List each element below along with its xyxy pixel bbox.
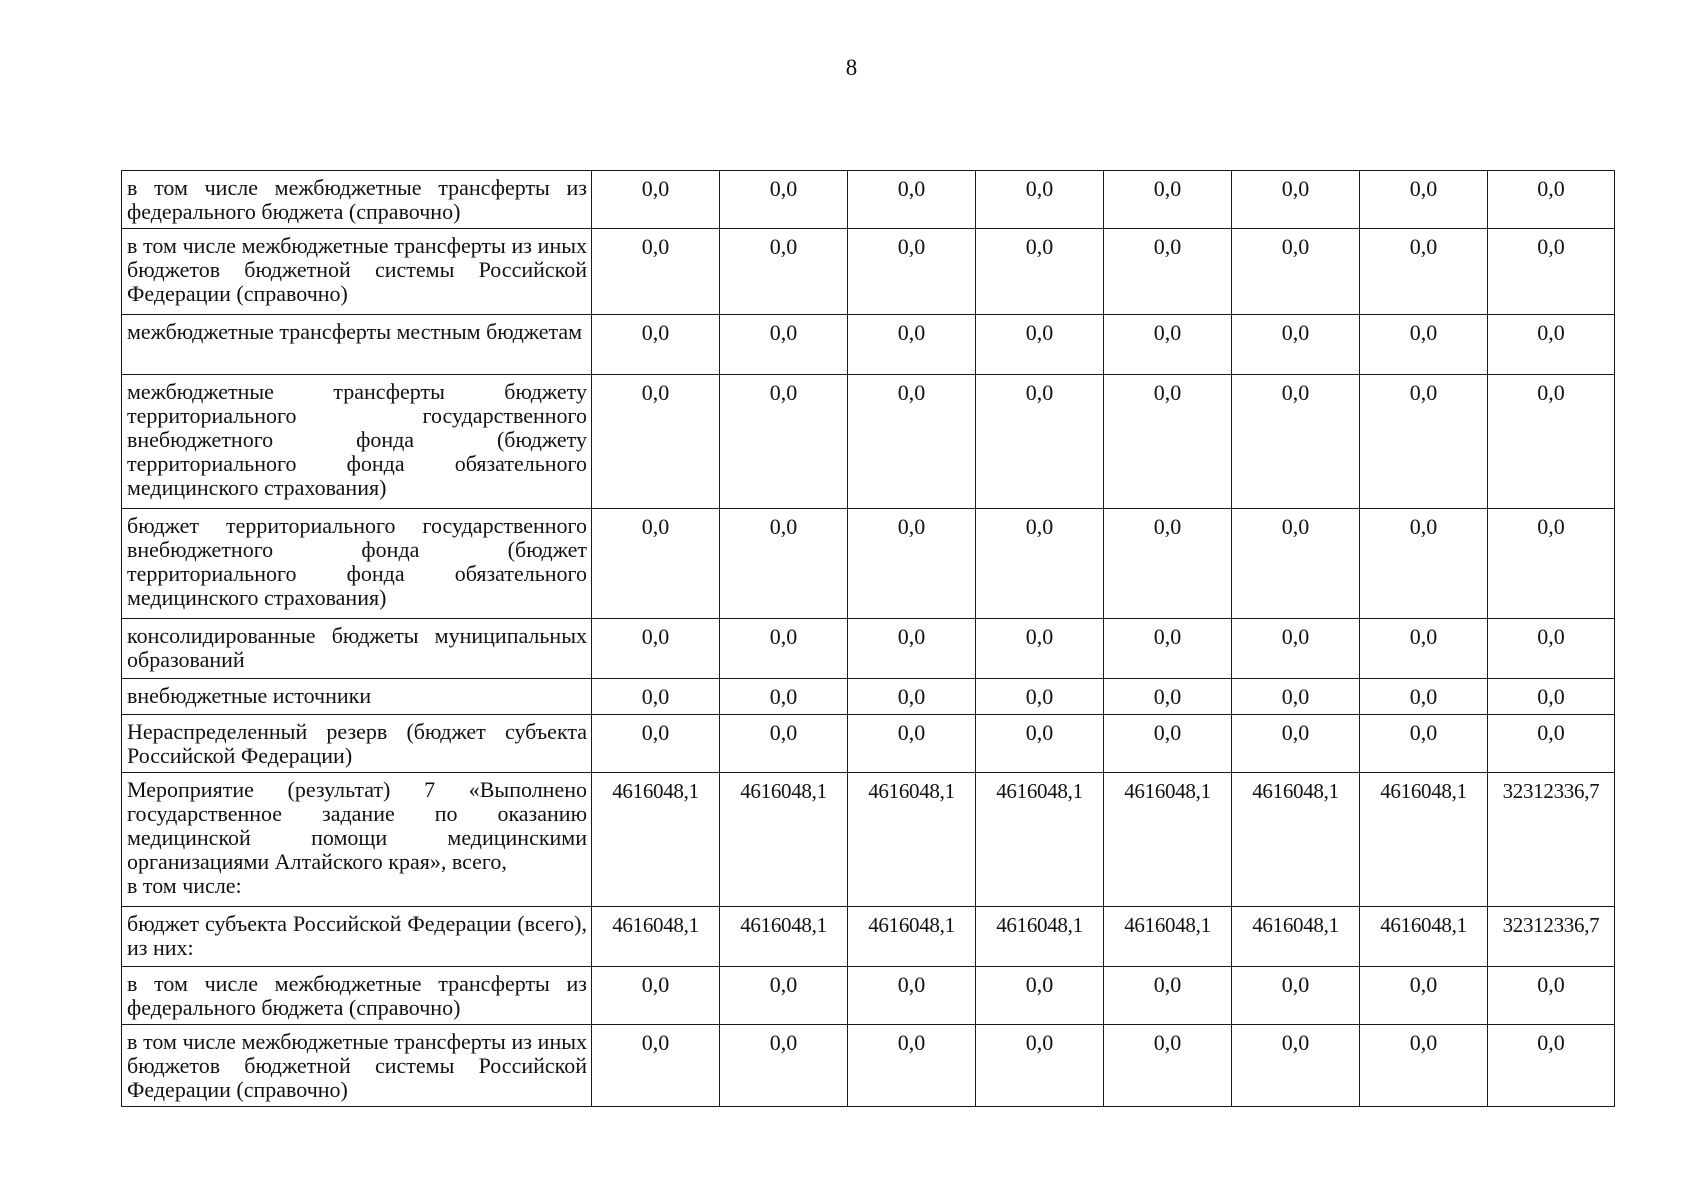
table-row xyxy=(122,715,1615,773)
table-body xyxy=(122,171,1615,1107)
value-cell: 4616048,1 xyxy=(1360,773,1488,907)
value-cell: 0,0 xyxy=(848,509,976,619)
value-cell: 4616048,1 xyxy=(848,773,976,907)
value-cell: 0,0 xyxy=(976,679,1104,715)
value-cell: 0,0 xyxy=(1360,619,1488,679)
value-cell: 0,0 xyxy=(1232,315,1360,375)
value-cell: 0,0 xyxy=(1232,619,1360,679)
value-cell: 0,0 xyxy=(976,967,1104,1025)
value-cell: 0,0 xyxy=(1232,1025,1360,1107)
value-cell: 0,0 xyxy=(1360,715,1488,773)
value-cell: 0,0 xyxy=(1488,1025,1615,1107)
value-cell: 0,0 xyxy=(1488,715,1615,773)
value-cell: 0,0 xyxy=(848,375,976,509)
value-cell: 0,0 xyxy=(1488,315,1615,375)
row-label: внебюджетные источники xyxy=(122,679,592,715)
value-cell: 0,0 xyxy=(1232,229,1360,315)
row-label: межбюджетные трансферты бюджету территориального государственного внебюджетного фонда (бюджету территориального фонда обязательного медицинского страхования) xyxy=(122,375,592,509)
value-cell: 0,0 xyxy=(1360,315,1488,375)
value-cell: 0,0 xyxy=(1360,679,1488,715)
table-row xyxy=(122,171,1615,229)
value-cell: 0,0 xyxy=(1104,315,1232,375)
value-cell: 0,0 xyxy=(1360,509,1488,619)
value-cell: 0,0 xyxy=(976,229,1104,315)
value-cell: 4616048,1 xyxy=(592,907,720,967)
table-row xyxy=(122,679,1615,715)
value-cell: 0,0 xyxy=(720,509,848,619)
value-cell: 4616048,1 xyxy=(976,907,1104,967)
row-label: консолидированные бюджеты муниципальных образований xyxy=(122,619,592,679)
value-cell: 4616048,1 xyxy=(976,773,1104,907)
value-cell: 0,0 xyxy=(976,375,1104,509)
value-cell: 0,0 xyxy=(720,967,848,1025)
table-row xyxy=(122,967,1615,1025)
row-label: Нераспределенный резерв (бюджет субъекта Российской Федерации) xyxy=(122,715,592,773)
value-cell: 0,0 xyxy=(848,715,976,773)
table-row xyxy=(122,1025,1615,1107)
value-cell: 0,0 xyxy=(976,1025,1104,1107)
value-cell: 0,0 xyxy=(1360,229,1488,315)
value-cell: 0,0 xyxy=(848,229,976,315)
value-cell: 0,0 xyxy=(1104,619,1232,679)
value-cell: 0,0 xyxy=(720,375,848,509)
value-cell: 0,0 xyxy=(1488,679,1615,715)
value-cell: 0,0 xyxy=(1232,967,1360,1025)
row-label-main: Мероприятие (результат) 7 «Выполнено государственное задание по оказанию медицинской помощи медицинскими организациями Алтайского края», всего, xyxy=(127,777,587,874)
value-cell: 0,0 xyxy=(720,171,848,229)
value-cell: 0,0 xyxy=(1488,375,1615,509)
row-label xyxy=(122,773,592,907)
value-cell: 4616048,1 xyxy=(720,773,848,907)
row-label: в том числе межбюджетные трансферты из иных бюджетов бюджетной системы Российской Федерации (справочно) xyxy=(122,229,592,315)
value-cell: 0,0 xyxy=(1488,229,1615,315)
value-cell: 0,0 xyxy=(1232,679,1360,715)
value-cell: 0,0 xyxy=(848,967,976,1025)
value-cell: 0,0 xyxy=(1360,1025,1488,1107)
value-cell: 0,0 xyxy=(720,679,848,715)
value-cell: 0,0 xyxy=(1104,229,1232,315)
value-cell: 0,0 xyxy=(592,315,720,375)
value-cell: 32312336,7 xyxy=(1488,907,1615,967)
row-label: в том числе межбюджетные трансферты из федерального бюджета (справочно) xyxy=(122,967,592,1025)
value-cell: 0,0 xyxy=(592,171,720,229)
value-cell: 0,0 xyxy=(848,171,976,229)
value-cell: 4616048,1 xyxy=(1104,773,1232,907)
value-cell: 0,0 xyxy=(720,715,848,773)
value-cell: 0,0 xyxy=(592,229,720,315)
value-cell: 0,0 xyxy=(720,229,848,315)
value-cell: 4616048,1 xyxy=(1360,907,1488,967)
value-cell: 0,0 xyxy=(592,715,720,773)
value-cell: 0,0 xyxy=(1104,679,1232,715)
value-cell: 0,0 xyxy=(592,619,720,679)
value-cell: 0,0 xyxy=(1360,375,1488,509)
value-cell: 0,0 xyxy=(976,509,1104,619)
value-cell: 4616048,1 xyxy=(1232,907,1360,967)
value-cell: 4616048,1 xyxy=(848,907,976,967)
value-cell: 0,0 xyxy=(720,315,848,375)
value-cell: 4616048,1 xyxy=(720,907,848,967)
value-cell: 0,0 xyxy=(592,679,720,715)
value-cell: 0,0 xyxy=(1488,171,1615,229)
table-row xyxy=(122,375,1615,509)
value-cell: 0,0 xyxy=(1104,715,1232,773)
value-cell: 0,0 xyxy=(1104,171,1232,229)
value-cell: 0,0 xyxy=(1360,967,1488,1025)
value-cell: 0,0 xyxy=(720,1025,848,1107)
table-row xyxy=(122,229,1615,315)
value-cell: 0,0 xyxy=(976,315,1104,375)
value-cell: 0,0 xyxy=(1232,715,1360,773)
budget-table xyxy=(121,170,1615,1107)
value-cell: 0,0 xyxy=(848,679,976,715)
page-number: 8 xyxy=(845,55,858,80)
value-cell: 0,0 xyxy=(1232,375,1360,509)
value-cell: 0,0 xyxy=(1488,619,1615,679)
value-cell: 0,0 xyxy=(1232,509,1360,619)
value-cell: 0,0 xyxy=(1104,967,1232,1025)
value-cell: 0,0 xyxy=(1104,1025,1232,1107)
value-cell: 0,0 xyxy=(848,619,976,679)
value-cell: 0,0 xyxy=(976,715,1104,773)
value-cell: 0,0 xyxy=(592,375,720,509)
value-cell: 0,0 xyxy=(1488,509,1615,619)
value-cell: 4616048,1 xyxy=(1104,907,1232,967)
value-cell: 0,0 xyxy=(976,171,1104,229)
value-cell: 0,0 xyxy=(592,1025,720,1107)
value-cell: 32312336,7 xyxy=(1488,773,1615,907)
value-cell: 4616048,1 xyxy=(592,773,720,907)
table-row xyxy=(122,773,1615,907)
row-label: в том числе межбюджетные трансферты из иных бюджетов бюджетной системы Российской Федерации (справочно) xyxy=(122,1025,592,1107)
value-cell: 0,0 xyxy=(848,315,976,375)
value-cell: 4616048,1 xyxy=(1232,773,1360,907)
value-cell: 0,0 xyxy=(848,1025,976,1107)
value-cell: 0,0 xyxy=(1488,967,1615,1025)
table-row xyxy=(122,907,1615,967)
value-cell: 0,0 xyxy=(592,967,720,1025)
row-label: межбюджетные трансферты местным бюджетам xyxy=(122,315,592,375)
row-label: бюджет территориального государственного внебюджетного фонда (бюджет территориального фонда обязательного медицинского страхования) xyxy=(122,509,592,619)
value-cell: 0,0 xyxy=(720,619,848,679)
row-label: бюджет субъекта Российской Федерации (всего), из них: xyxy=(122,907,592,967)
value-cell: 0,0 xyxy=(1232,171,1360,229)
value-cell: 0,0 xyxy=(592,509,720,619)
table-row xyxy=(122,509,1615,619)
value-cell: 0,0 xyxy=(1104,375,1232,509)
row-label: в том числе межбюджетные трансферты из федерального бюджета (справочно) xyxy=(122,171,592,229)
table-row xyxy=(122,619,1615,679)
value-cell: 0,0 xyxy=(976,619,1104,679)
row-label-extra: в том числе: xyxy=(127,873,242,898)
value-cell: 0,0 xyxy=(1360,171,1488,229)
value-cell: 0,0 xyxy=(1104,509,1232,619)
table-row xyxy=(122,315,1615,375)
